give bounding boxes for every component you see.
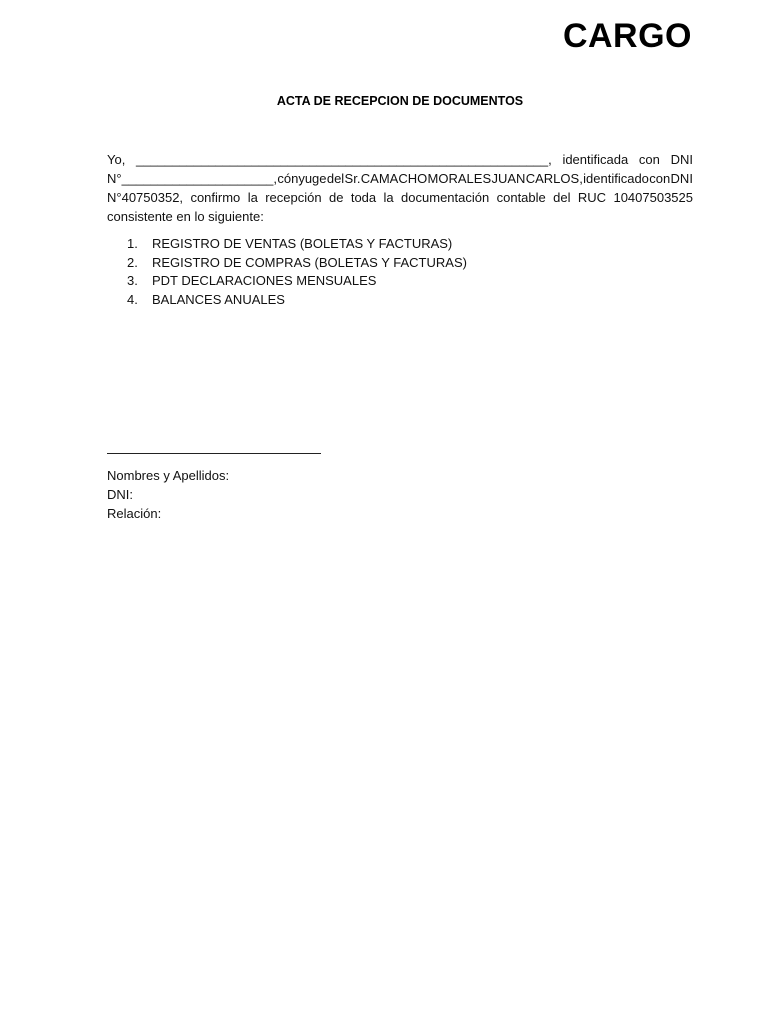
list-item [127,235,467,254]
list-item-number: 2. [127,254,138,270]
list-item-number: 3. [127,273,138,289]
paragraph-word: 10407503525 [613,190,693,205]
paragraph-word: identificado [583,171,649,186]
paragraph-word: documentación [401,190,490,205]
cargo-stamp: CARGO [562,17,692,55]
list-item-number: 1. [127,236,138,251]
paragraph-word: la [247,190,258,205]
paragraph-word: confirmo [190,190,241,205]
paragraph-word: CAMACHO [360,171,428,186]
dni-field-label: DNI: [107,487,133,502]
list-item-text: REGISTRO DE COMPRAS (BOLETAS Y FACTURAS) [152,254,467,270]
paragraph-word: cónyuge [277,171,327,186]
signature-fields [107,466,229,523]
list-item [127,272,467,291]
declaration-paragraph [107,150,693,226]
list-item [127,254,467,273]
paragraph-line-2 [107,169,693,188]
paragraph-word: Yo, [107,152,126,167]
names-field-label: Nombres y Apellidos: [107,468,230,483]
paragraph-word: identificada [562,152,629,167]
paragraph-word: DNI [670,152,693,167]
paragraph-word: del [326,171,345,186]
paragraph-word: de [328,190,344,205]
list-item-text: PDT DECLARACIONES MENSUALES [152,273,377,289]
paragraph-word: N°40750352, [107,190,184,205]
paragraph-word: con [649,171,671,186]
paragraph-word: del [553,190,571,205]
list-item-text: BALANCES ANUALES [152,292,285,308]
paragraph-word: toda [350,190,377,205]
documents-list [127,235,467,310]
paragraph-word: CARLOS, [525,171,583,186]
paragraph-word: recepción [265,190,322,205]
paragraph-word: JUAN [491,171,526,186]
list-item-text: REGISTRO DE VENTAS (BOLETAS Y FACTURAS) [152,236,453,251]
paragraph-word: con [638,152,660,167]
list-item-number: 4. [127,292,138,308]
paragraph-word: _________________________________________________________, [136,152,552,167]
relation-field-label: Relación: [107,506,162,521]
list-item [127,291,467,310]
paragraph-line-4: consistente en lo siguiente: [107,209,264,224]
paragraph-word: la [383,190,394,205]
signature-line [107,453,321,454]
paragraph-word: Sr. [344,171,361,186]
paragraph-line-3 [107,188,693,207]
document-title: ACTA DE RECEPCION DE DOCUMENTOS [276,94,524,108]
paragraph-word: contable [496,190,546,205]
paragraph-word: MORALES [427,171,492,186]
paragraph-word: DNI [670,171,693,186]
paragraph-word: RUC [577,190,607,205]
paragraph-word: N°_____________________, [107,171,278,186]
paragraph-line-1 [107,150,693,169]
